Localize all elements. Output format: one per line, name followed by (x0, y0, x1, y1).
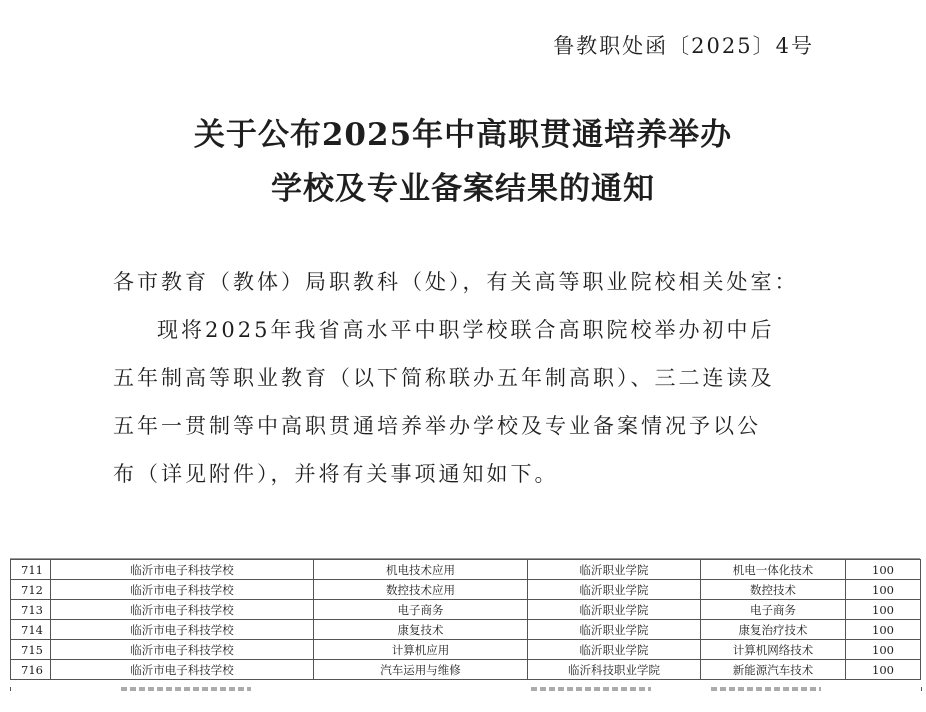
table-row (11, 640, 921, 660)
salutation: 各市教育（教体）局职教科（处），有关高等职业院校相关处室： (113, 270, 799, 294)
secondary-major-cell: 康复技术 (314, 620, 528, 640)
body-line-4: 布（详见附件），并将有关事项通知如下。 (113, 462, 559, 486)
attachment-table (10, 558, 920, 680)
enrollment-quota-cell: 100 (846, 560, 921, 580)
cut-off-text-fragment (711, 687, 821, 691)
row-number-cell: 714 (11, 620, 51, 640)
school-name-cell: 临沂市电子科技学校 (51, 640, 314, 660)
secondary-major-cell: 计算机应用 (314, 640, 528, 660)
table-row (11, 660, 921, 680)
document-title (0, 108, 926, 216)
school-name-cell: 临沂市电子科技学校 (51, 560, 314, 580)
partner-college-cell: 临沂职业学院 (528, 640, 701, 660)
row-number-cell: 715 (11, 640, 51, 660)
secondary-major-cell: 汽车运用与维修 (314, 660, 528, 680)
school-name-cell: 临沂市电子科技学校 (51, 660, 314, 680)
doc-number: 鲁教职处函〔2025〕4号 (553, 34, 814, 58)
partner-college-cell: 临沂职业学院 (528, 580, 701, 600)
higher-major-cell: 计算机网络技术 (701, 640, 846, 660)
school-name-cell: 临沂市电子科技学校 (51, 620, 314, 640)
enrollment-quota-cell: 100 (846, 620, 921, 640)
secondary-major-cell: 电子商务 (314, 600, 528, 620)
secondary-major-cell: 机电技术应用 (314, 560, 528, 580)
table-row (11, 560, 921, 580)
enrollment-quota-cell: 100 (846, 640, 921, 660)
row-number-cell: 716 (11, 660, 51, 680)
cut-off-row (10, 687, 922, 691)
table-row (11, 600, 921, 620)
title-line-2: 学校及专业备案结果的通知 (271, 171, 655, 207)
row-number-cell: 713 (11, 600, 51, 620)
body-line-3: 五年一贯制等中高职贯通培养举办学校及专业备案情况予以公 (113, 414, 761, 438)
row-number-cell: 712 (11, 580, 51, 600)
section-gap (0, 510, 926, 558)
higher-major-cell: 机电一体化技术 (701, 560, 846, 580)
table-row (11, 580, 921, 600)
table-row (11, 620, 921, 640)
title-line-1: 关于公布2025年中高职贯通培养举办 (193, 117, 733, 153)
higher-major-cell: 数控技术 (701, 580, 846, 600)
notice-body (113, 258, 825, 498)
higher-major-cell: 电子商务 (701, 600, 846, 620)
cut-off-text-fragment (531, 687, 651, 691)
row-number-cell: 711 (11, 560, 51, 580)
partner-college-cell: 临沂科技职业学院 (528, 660, 701, 680)
school-name-cell: 临沂市电子科技学校 (51, 600, 314, 620)
cut-off-text-fragment (121, 687, 251, 691)
body-line-1: 现将2025年我省高水平中职学校联合高职院校举办初中后 (157, 318, 775, 342)
higher-major-cell: 康复治疗技术 (701, 620, 846, 640)
partner-college-cell: 临沂职业学院 (528, 600, 701, 620)
partner-college-cell: 临沂职业学院 (528, 620, 701, 640)
enrollment-quota-cell: 100 (846, 600, 921, 620)
secondary-major-cell: 数控技术应用 (314, 580, 528, 600)
enrollment-quota-cell: 100 (846, 580, 921, 600)
higher-major-cell: 新能源汽车技术 (701, 660, 846, 680)
school-name-cell: 临沂市电子科技学校 (51, 580, 314, 600)
body-line-2: 五年制高等职业教育（以下简称联办五年制高职）、三二连读及 (113, 366, 775, 390)
partner-college-cell: 临沂职业学院 (528, 560, 701, 580)
enrollment-quota-cell: 100 (846, 660, 921, 680)
